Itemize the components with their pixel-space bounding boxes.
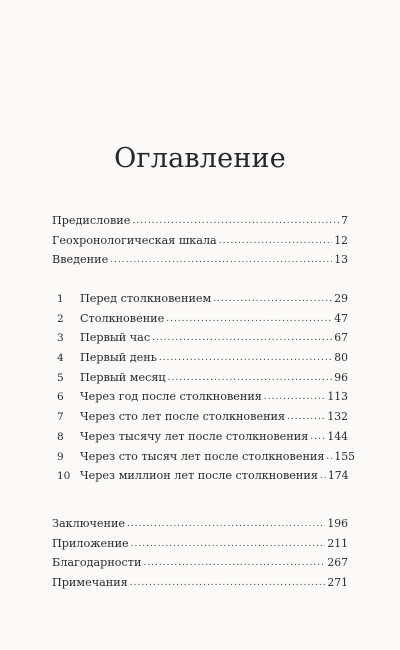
toc-entry[interactable] — [52, 231, 348, 251]
chapter-title: Через тысячу лет после столкновения — [80, 429, 309, 443]
chapter-page: 80 — [334, 351, 348, 365]
toc-entry[interactable] — [52, 514, 348, 534]
chapter-title: Через миллион лет после столкновения — [80, 469, 318, 483]
toc-entry-title: Предисловие — [52, 214, 131, 227]
chapter-number: 6 — [57, 391, 64, 404]
toc-back-matter — [52, 514, 348, 593]
dot-leader — [264, 388, 326, 408]
chapter-page: 144 — [327, 429, 348, 443]
toc-entry-page: 211 — [327, 536, 348, 550]
toc-entry-title: Приложение — [52, 536, 129, 550]
chapter-page: 67 — [334, 331, 348, 345]
toc-entry-page: 12 — [334, 233, 348, 247]
toc-entry[interactable] — [52, 211, 348, 231]
chapter-number: 1 — [57, 293, 64, 305]
toc-entry[interactable] — [52, 534, 348, 554]
chapter-page: 96 — [334, 370, 348, 384]
chapter-entry[interactable] — [52, 348, 348, 368]
chapter-page: 113 — [327, 390, 348, 404]
dot-leader — [143, 554, 325, 574]
toc-entry[interactable] — [52, 573, 348, 593]
toc-entry-page: 7 — [341, 214, 348, 227]
dot-leader — [152, 329, 332, 349]
chapter-entry[interactable] — [52, 466, 348, 486]
dot-leader — [310, 428, 325, 448]
chapter-number: 8 — [57, 430, 64, 443]
chapter-entry[interactable] — [52, 427, 348, 447]
chapter-page: 47 — [334, 311, 348, 325]
dot-leader — [110, 251, 332, 271]
chapter-title: Через сто тысяч лет после столкновения — [80, 449, 325, 463]
toc-entry[interactable] — [52, 553, 348, 573]
toc-entry-page: 267 — [327, 556, 348, 570]
toc-entry[interactable] — [52, 250, 348, 270]
chapter-number: 4 — [57, 352, 64, 365]
toc-front-matter — [52, 211, 348, 270]
chapter-number: 10 — [57, 470, 71, 483]
chapter-title: Через год после столкновения — [80, 390, 262, 404]
dot-leader — [168, 369, 333, 389]
dot-leader — [287, 408, 325, 428]
chapter-title: Первый час — [80, 331, 151, 345]
toc-entry-page: 271 — [327, 576, 348, 590]
chapter-title: Столкновение — [80, 311, 165, 325]
chapter-entry[interactable] — [52, 368, 348, 388]
chapter-entry[interactable] — [52, 447, 356, 467]
dot-leader — [326, 448, 332, 468]
chapter-title: Первый месяц — [80, 370, 166, 384]
dot-leader — [132, 212, 339, 232]
chapter-entry[interactable] — [52, 289, 348, 309]
chapter-number: 7 — [57, 411, 64, 424]
chapter-page: 155 — [334, 449, 356, 463]
chapter-title: Через сто лет после столкновения — [80, 410, 286, 424]
page-title: Оглавление — [114, 143, 286, 174]
dot-leader — [130, 574, 326, 594]
chapter-number: 2 — [57, 312, 64, 325]
chapter-number: 5 — [57, 371, 64, 384]
chapter-title: Первый день — [80, 351, 157, 365]
toc-entry-page: 13 — [334, 253, 348, 267]
dot-leader — [159, 349, 332, 369]
toc-chapters — [52, 289, 356, 486]
toc-entry-title: Примечания — [52, 576, 128, 590]
toc-entry-page: 196 — [327, 517, 348, 530]
toc-entry-title: Введение — [52, 253, 109, 267]
chapter-page: 174 — [327, 469, 349, 483]
dot-leader — [131, 535, 326, 555]
chapter-entry[interactable] — [52, 309, 348, 329]
dot-leader — [219, 232, 333, 252]
toc-entry-title: Геохронологическая шкала — [52, 233, 217, 247]
dot-leader — [320, 467, 326, 487]
toc-entry-title: Благодарности — [52, 556, 142, 570]
chapter-page: 29 — [334, 292, 348, 305]
toc-entry-title: Заключение — [52, 517, 126, 530]
chapter-page: 132 — [327, 410, 348, 424]
chapter-entry[interactable] — [52, 407, 348, 427]
chapter-entry[interactable] — [52, 387, 348, 407]
chapter-title: Перед столкновением — [80, 292, 212, 305]
dot-leader — [127, 515, 325, 535]
chapter-number: 3 — [57, 332, 64, 345]
dot-leader — [213, 290, 332, 310]
dot-leader — [166, 310, 332, 330]
chapter-number: 9 — [57, 450, 64, 463]
chapter-entry[interactable] — [52, 328, 348, 348]
